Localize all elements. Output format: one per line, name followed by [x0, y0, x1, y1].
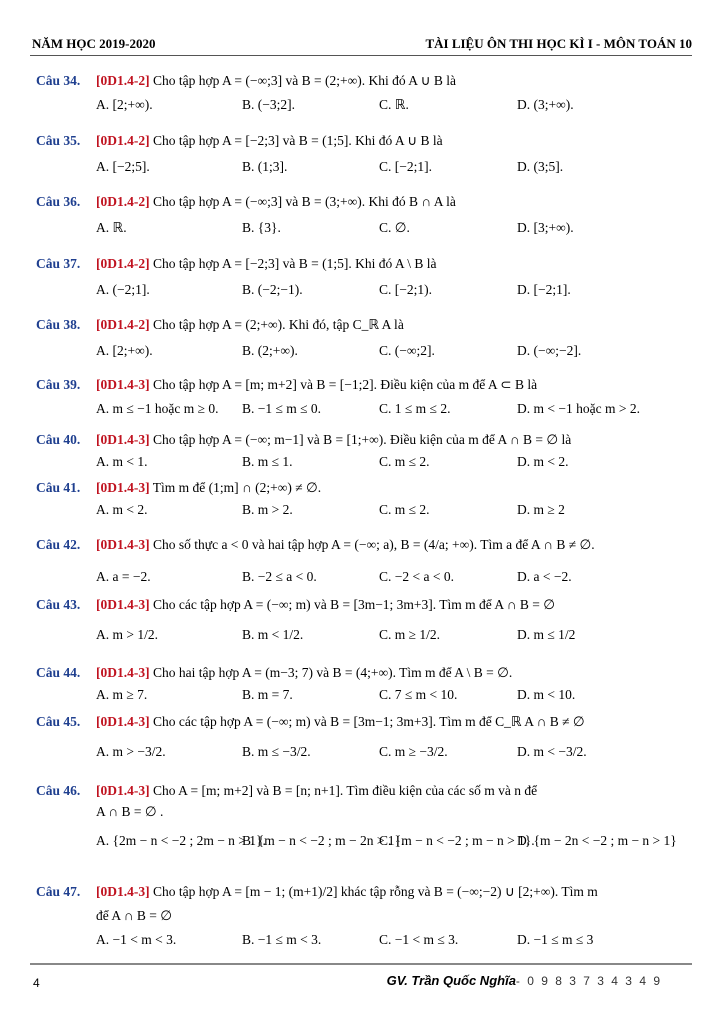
question-stem [96, 194, 456, 210]
question-text-continued: A ∩ B = ∅ . [96, 804, 164, 819]
question-number: Câu 47. [36, 884, 81, 899]
question-number: Câu 45. [36, 714, 81, 729]
question-stem [96, 537, 595, 553]
question-text: Cho tập hợp A = (−∞;3] và B = (2;+∞). Khi đó A ∪ B là [153, 73, 456, 88]
option-b: B. m > 2. [242, 502, 293, 517]
option-c: C. −2 < a < 0. [379, 569, 454, 584]
option-b: B. (2;+∞). [242, 343, 298, 358]
question-number: Câu 39. [36, 377, 81, 392]
question-number: Câu 43. [36, 597, 81, 612]
question-text: Cho các tập hợp A = (−∞; m) và B = [3m−1; 3m+3]. Tìm m để C_ℝ A ∩ B ≠ ∅ [153, 714, 585, 729]
option-c: C. m ≤ 2. [379, 454, 430, 469]
question-tag: [0D1.4-2] [96, 73, 150, 88]
page-header [30, 34, 692, 54]
option-c: C. m ≥ −3/2. [379, 744, 448, 759]
question-number: Câu 37. [36, 256, 81, 271]
question-stem [96, 73, 456, 89]
question-text: Cho tập hợp A = [−2;3] và B = (1;5]. Khi đó A ∪ B là [153, 133, 443, 148]
question-tag: [0D1.4-3] [96, 480, 150, 495]
question-number: Câu 34. [36, 73, 81, 88]
option-a: A. m ≤ −1 hoặc m ≥ 0. [96, 401, 219, 416]
question-text: Cho hai tập hợp A = (m−3; 7) và B = (4;+∞). Tìm m để A \ B = ∅. [153, 665, 513, 680]
option-a: A. m > −3/2. [96, 744, 166, 759]
option-d: D. (3;5]. [517, 159, 564, 174]
option-b: B. m ≤ 1. [242, 454, 293, 469]
question-stem [96, 256, 436, 272]
page-number: 4 [33, 976, 40, 990]
option-c: C. 7 ≤ m < 10. [379, 687, 458, 702]
header-title: TÀI LIỆU ÔN THI HỌC KÌ I - MÔN TOÁN 10 [425, 36, 692, 51]
option-a: A. a = −2. [96, 569, 151, 584]
option-a: A. −1 < m < 3. [96, 932, 177, 947]
question-number: Câu 46. [36, 783, 81, 798]
question-text: Cho tập hợp A = (2;+∞). Khi đó, tập C_ℝ A là [153, 317, 404, 332]
question-text: Tìm m để (1;m] ∩ (2;+∞) ≠ ∅. [152, 480, 322, 495]
option-b: B. −1 ≤ m ≤ 0. [242, 401, 322, 416]
option-c: C. m ≥ 1/2. [379, 627, 441, 642]
question-text: Cho tập hợp A = (−∞;3] và B = (3;+∞). Khi đó B ∩ A là [153, 194, 456, 209]
option-c: C. ∅. [379, 220, 410, 235]
option-c: C. {m − n < −2 ; m − n > 1}. [379, 833, 535, 848]
option-b: B. {3}. [242, 220, 281, 235]
question-stem [96, 133, 443, 149]
option-a: A. m > 1/2. [96, 627, 158, 642]
option-a: A. [2;+∞). [96, 97, 153, 112]
option-b: B. m ≤ −3/2. [242, 744, 311, 759]
question-number: Câu 40. [36, 432, 81, 447]
option-c: C. [−2;1). [379, 282, 432, 297]
option-d: D. {m − 2n < −2 ; m − n > 1} [517, 833, 677, 848]
question-stem [96, 597, 555, 613]
question-text: Cho tập hợp A = (−∞; m−1] và B = [1;+∞). Điều kiện của m để A ∩ B = ∅ là [153, 432, 572, 447]
option-c: C. m ≤ 2. [379, 502, 430, 517]
question-tag: [0D1.4-3] [96, 537, 150, 552]
option-d: D. (−∞;−2]. [517, 343, 582, 358]
option-b: B. (−2;−1). [242, 282, 303, 297]
option-c: C. ℝ. [379, 97, 409, 112]
option-a: A. {2m − n < −2 ; 2m − n > 1}. [96, 833, 266, 848]
author-name: GV. Trần Quốc Nghĩa [386, 973, 516, 988]
option-c: C. [−2;1]. [379, 159, 432, 174]
author-phone: - 0 9 8 3 7 3 4 3 4 9 [515, 974, 662, 988]
option-c: C. 1 ≤ m ≤ 2. [379, 401, 451, 416]
option-c: C. −1 < m ≤ 3. [379, 932, 459, 947]
option-a: A. m ≥ 7. [96, 687, 148, 702]
option-d: D. m < −1 hoặc m > 2. [517, 401, 640, 416]
question-stem [96, 432, 571, 448]
question-tag: [0D1.4-2] [96, 256, 150, 271]
question-tag: [0D1.4-3] [96, 884, 150, 899]
option-d: D. [3;+∞). [517, 220, 574, 235]
option-b: B. (−3;2]. [242, 97, 295, 112]
question-tag: [0D1.4-3] [96, 597, 150, 612]
option-a: A. ℝ. [96, 220, 127, 235]
question-stem [96, 714, 585, 730]
footer-author [387, 973, 662, 988]
header-divider [30, 55, 692, 56]
question-text-continued: để A ∩ B = ∅ [96, 908, 173, 923]
question-text: Cho số thực a < 0 và hai tập hợp A = (−∞; a), B = (4/a; +∞). Tìm a để A ∩ B ≠ ∅. [153, 537, 595, 552]
question-number: Câu 35. [36, 133, 81, 148]
question-stem [96, 884, 598, 900]
option-b: B. (1;3]. [242, 159, 288, 174]
option-b: B. m = 7. [242, 687, 293, 702]
question-text: Cho tập hợp A = [m − 1; (m+1)/2] khác tập rỗng và B = (−∞;−2) ∪ [2;+∞). Tìm m [153, 884, 598, 899]
option-d: D. (3;+∞). [517, 97, 574, 112]
option-d: D. m < −3/2. [517, 744, 587, 759]
option-a: A. m < 1. [96, 454, 148, 469]
question-text: Cho tập hợp A = [−2;3] và B = (1;5]. Khi đó A \ B là [153, 256, 437, 271]
question-tag: [0D1.4-2] [96, 133, 150, 148]
option-b: B. m < 1/2. [242, 627, 304, 642]
question-tag: [0D1.4-2] [96, 194, 150, 209]
question-stem [96, 377, 537, 393]
question-number: Câu 41. [36, 480, 81, 495]
question-tag: [0D1.4-3] [96, 432, 150, 447]
question-tag: [0D1.4-2] [96, 317, 150, 332]
option-d: D. m < 10. [517, 687, 576, 702]
question-text: Cho tập hợp A = [m; m+2] và B = [−1;2]. Điều kiện của m để A ⊂ B là [153, 377, 538, 392]
option-d: D. m ≤ 1/2 [517, 627, 576, 642]
option-a: A. [−2;5]. [96, 159, 150, 174]
question-stem [96, 317, 404, 333]
question-stem [96, 665, 512, 681]
question-stem [96, 783, 537, 799]
option-b: B. −1 ≤ m < 3. [242, 932, 322, 947]
header-school-year: NĂM HỌC 2019-2020 [32, 36, 156, 51]
option-b: B. −2 ≤ a < 0. [242, 569, 317, 584]
question-number: Câu 38. [36, 317, 81, 332]
question-number: Câu 36. [36, 194, 81, 209]
question-tag: [0D1.4-3] [96, 783, 150, 798]
option-d: D. a < −2. [517, 569, 572, 584]
option-d: D. −1 ≤ m ≤ 3 [517, 932, 594, 947]
question-text: Cho A = [m; m+2] và B = [n; n+1]. Tìm điều kiện của các số m và n để [153, 783, 538, 798]
question-tag: [0D1.4-3] [96, 377, 150, 392]
question-stem [96, 480, 321, 496]
option-c: C. (−∞;2]. [379, 343, 435, 358]
option-a: A. (−2;1]. [96, 282, 150, 297]
footer-divider [30, 963, 692, 965]
option-d: D. m < 2. [517, 454, 569, 469]
question-number: Câu 44. [36, 665, 81, 680]
question-text: Cho các tập hợp A = (−∞; m) và B = [3m−1; 3m+3]. Tìm m để A ∩ B = ∅ [153, 597, 556, 612]
option-d: D. m ≥ 2 [517, 502, 565, 517]
question-number: Câu 42. [36, 537, 81, 552]
option-d: D. [−2;1]. [517, 282, 571, 297]
option-a: A. m < 2. [96, 502, 148, 517]
option-a: A. [2;+∞). [96, 343, 153, 358]
question-tag: [0D1.4-3] [96, 665, 150, 680]
option-b: B. {m − n < −2 ; m − 2n > 1}. [242, 833, 405, 848]
question-tag: [0D1.4-3] [96, 714, 150, 729]
